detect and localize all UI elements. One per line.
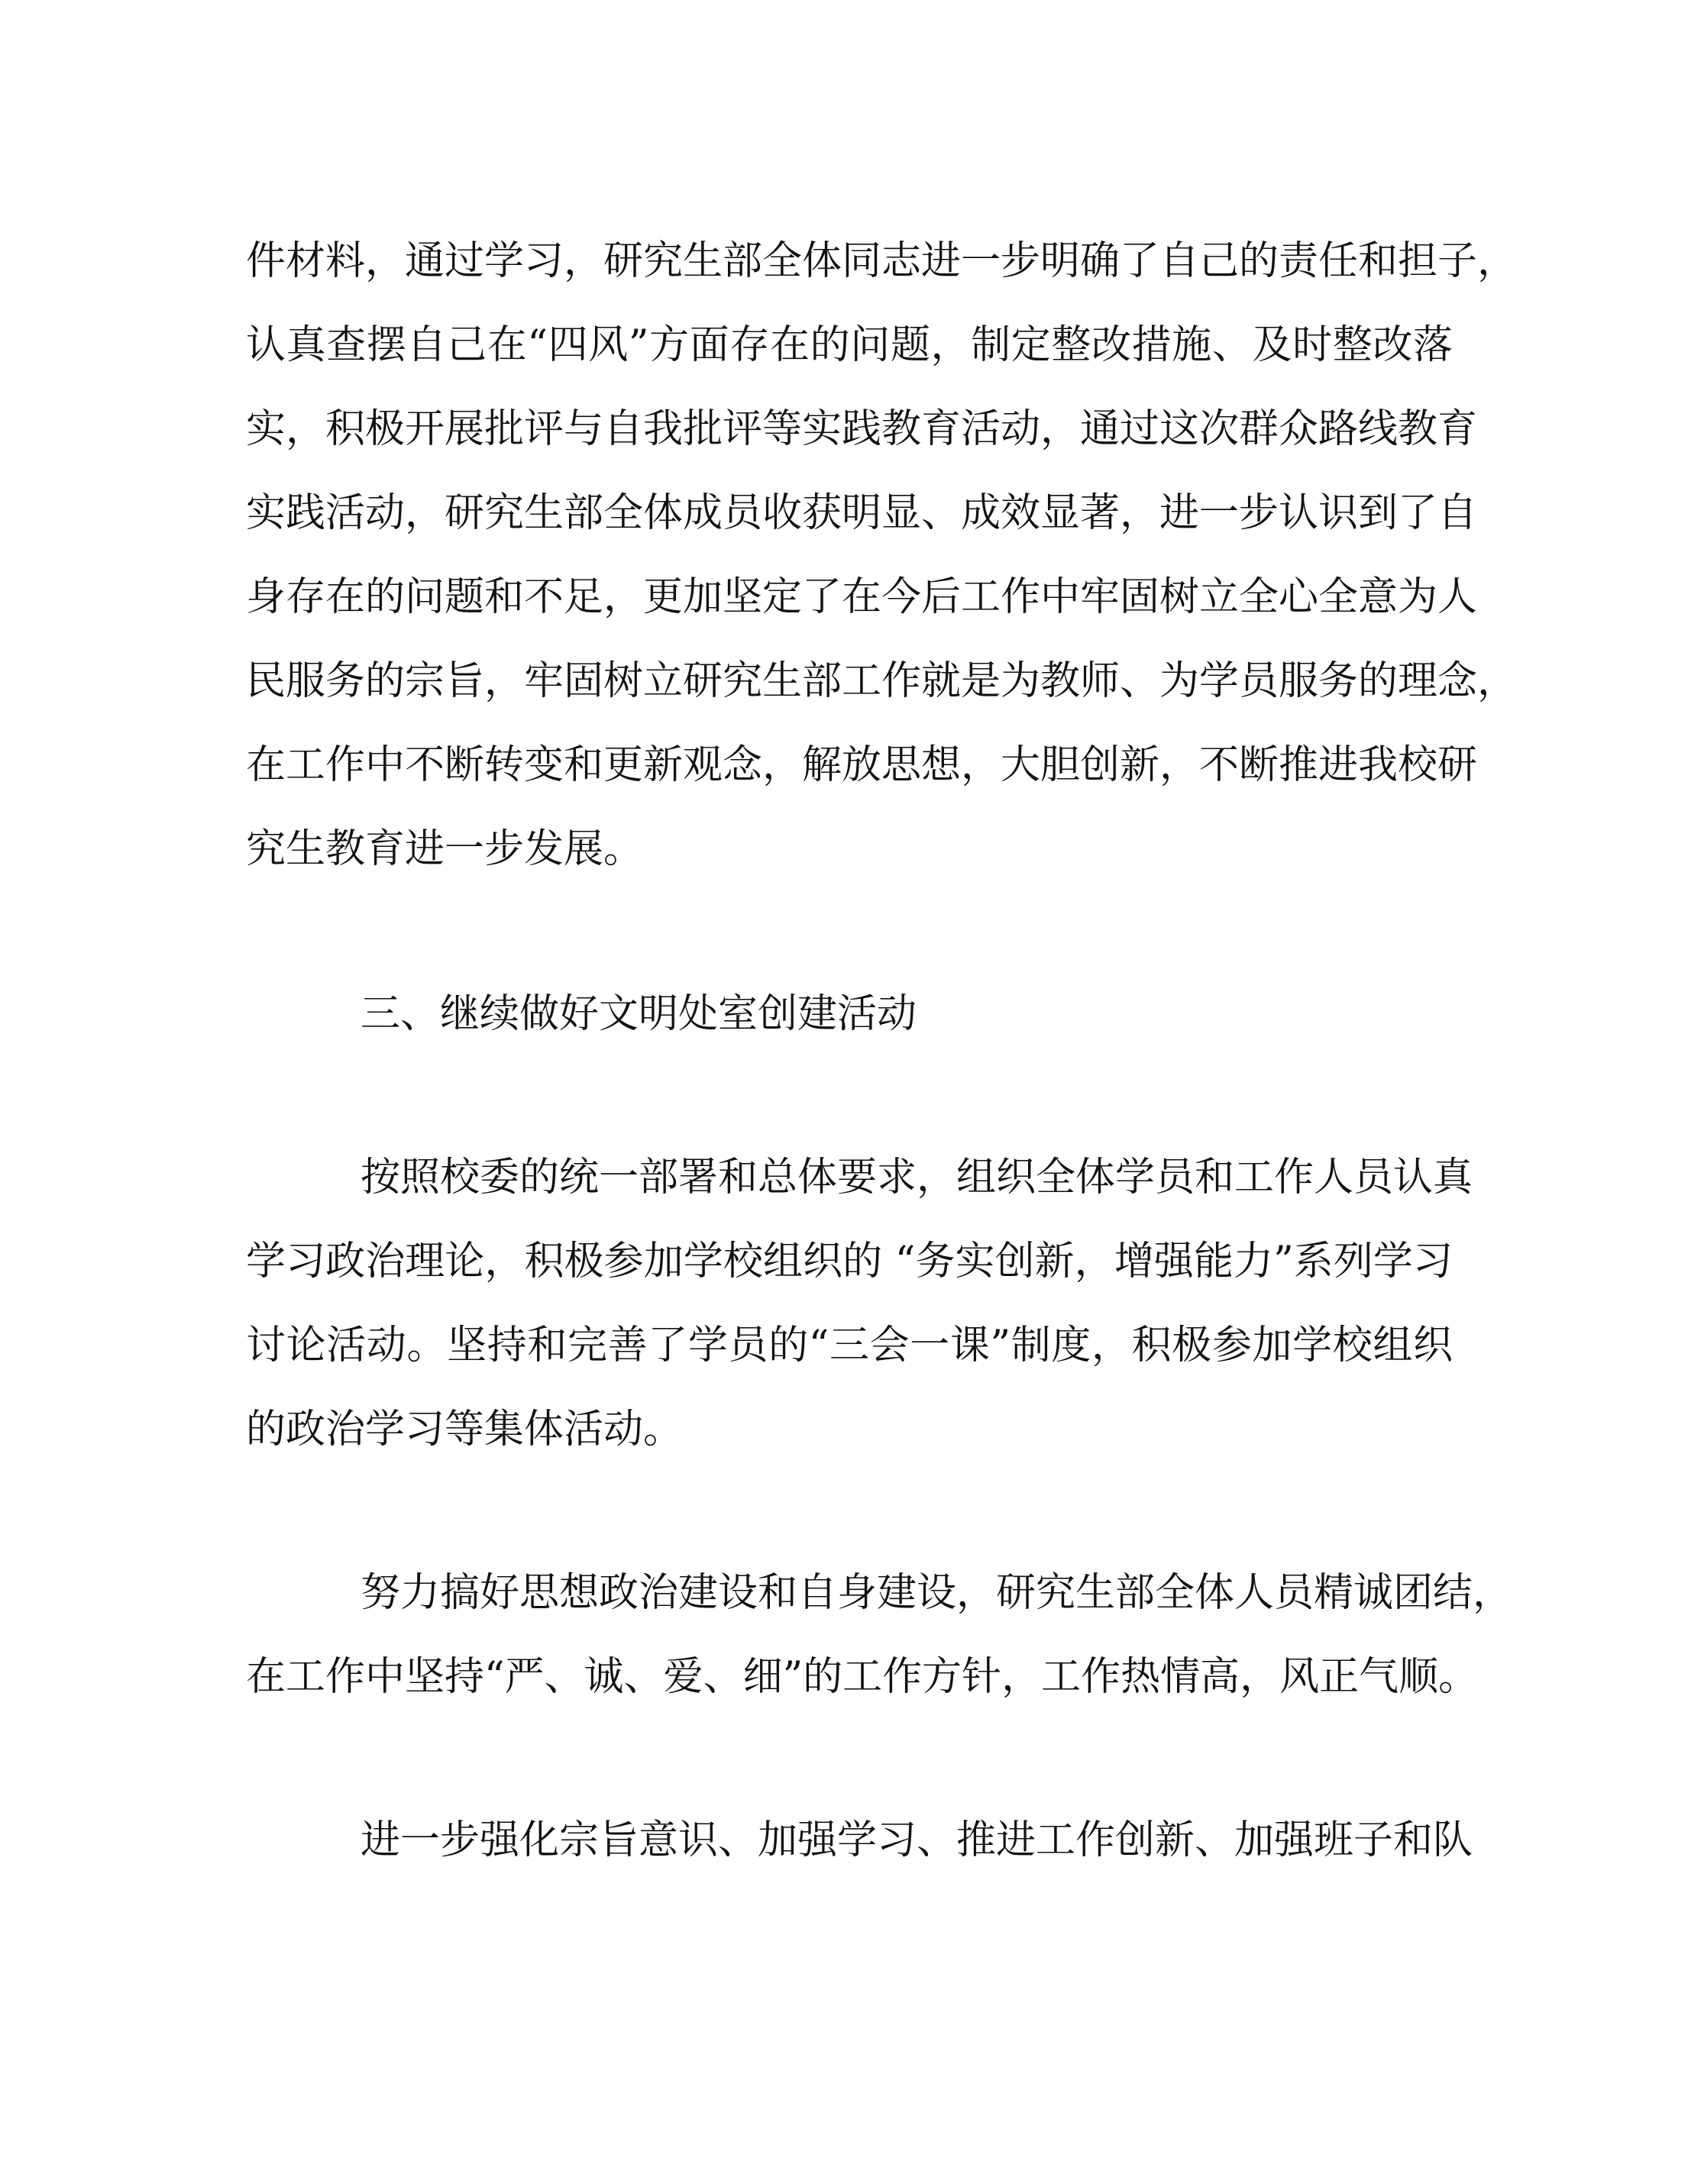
text-line: 按照校委的统一部署和总体要求，组织全体学员和工作人员认真: [361, 1155, 1473, 1200]
text-line: 件材料，通过学习，研究生部全体同志进一步明确了自己的责任和担子，: [246, 238, 1518, 284]
text-line: 民服务的宗旨，牢固树立研究生部工作就是为教师、为学员服务的理念，: [246, 658, 1518, 704]
text-line: 学习政治理论，积极参加学校组织的 “务实创新，增强能力”系列学习: [246, 1239, 1453, 1284]
text-line: 讨论活动。坚持和完善了学员的“三会一课”制度，积极参加学校组织: [246, 1323, 1453, 1368]
text-line: 的政治学习等集体活动。: [246, 1407, 684, 1452]
text-line: 认真查摆自己在“四风”方面存在的问题，制定整改措施、及时整改落: [246, 322, 1453, 368]
text-line: 身存在的问题和不足，更加坚定了在今后工作中牢固树立全心全意为人: [246, 574, 1478, 620]
section-heading: 三、继续做好文明处室创建活动: [361, 991, 917, 1037]
text-line: 实践活动，研究生部全体成员收获明显、成效显著，进一步认识到了自: [246, 490, 1478, 536]
text-line: 在工作中坚持“严、诚、爱、细”的工作方针，工作热情高，风正气顺。: [246, 1654, 1479, 1700]
text-line: 努力搞好思想政治建设和自身建设，研究生部全体人员精诚团结，: [361, 1570, 1513, 1616]
text-line: 在工作中不断转变和更新观念，解放思想，大胆创新，不断推进我校研: [246, 742, 1478, 788]
text-line: 进一步强化宗旨意识、加强学习、推进工作创新、加强班子和队: [361, 1817, 1473, 1863]
text-line: 究生教育进一步发展。: [246, 826, 644, 872]
text-line: 实，积极开展批评与自我批评等实践教育活动，通过这次群众路线教育: [246, 406, 1478, 452]
